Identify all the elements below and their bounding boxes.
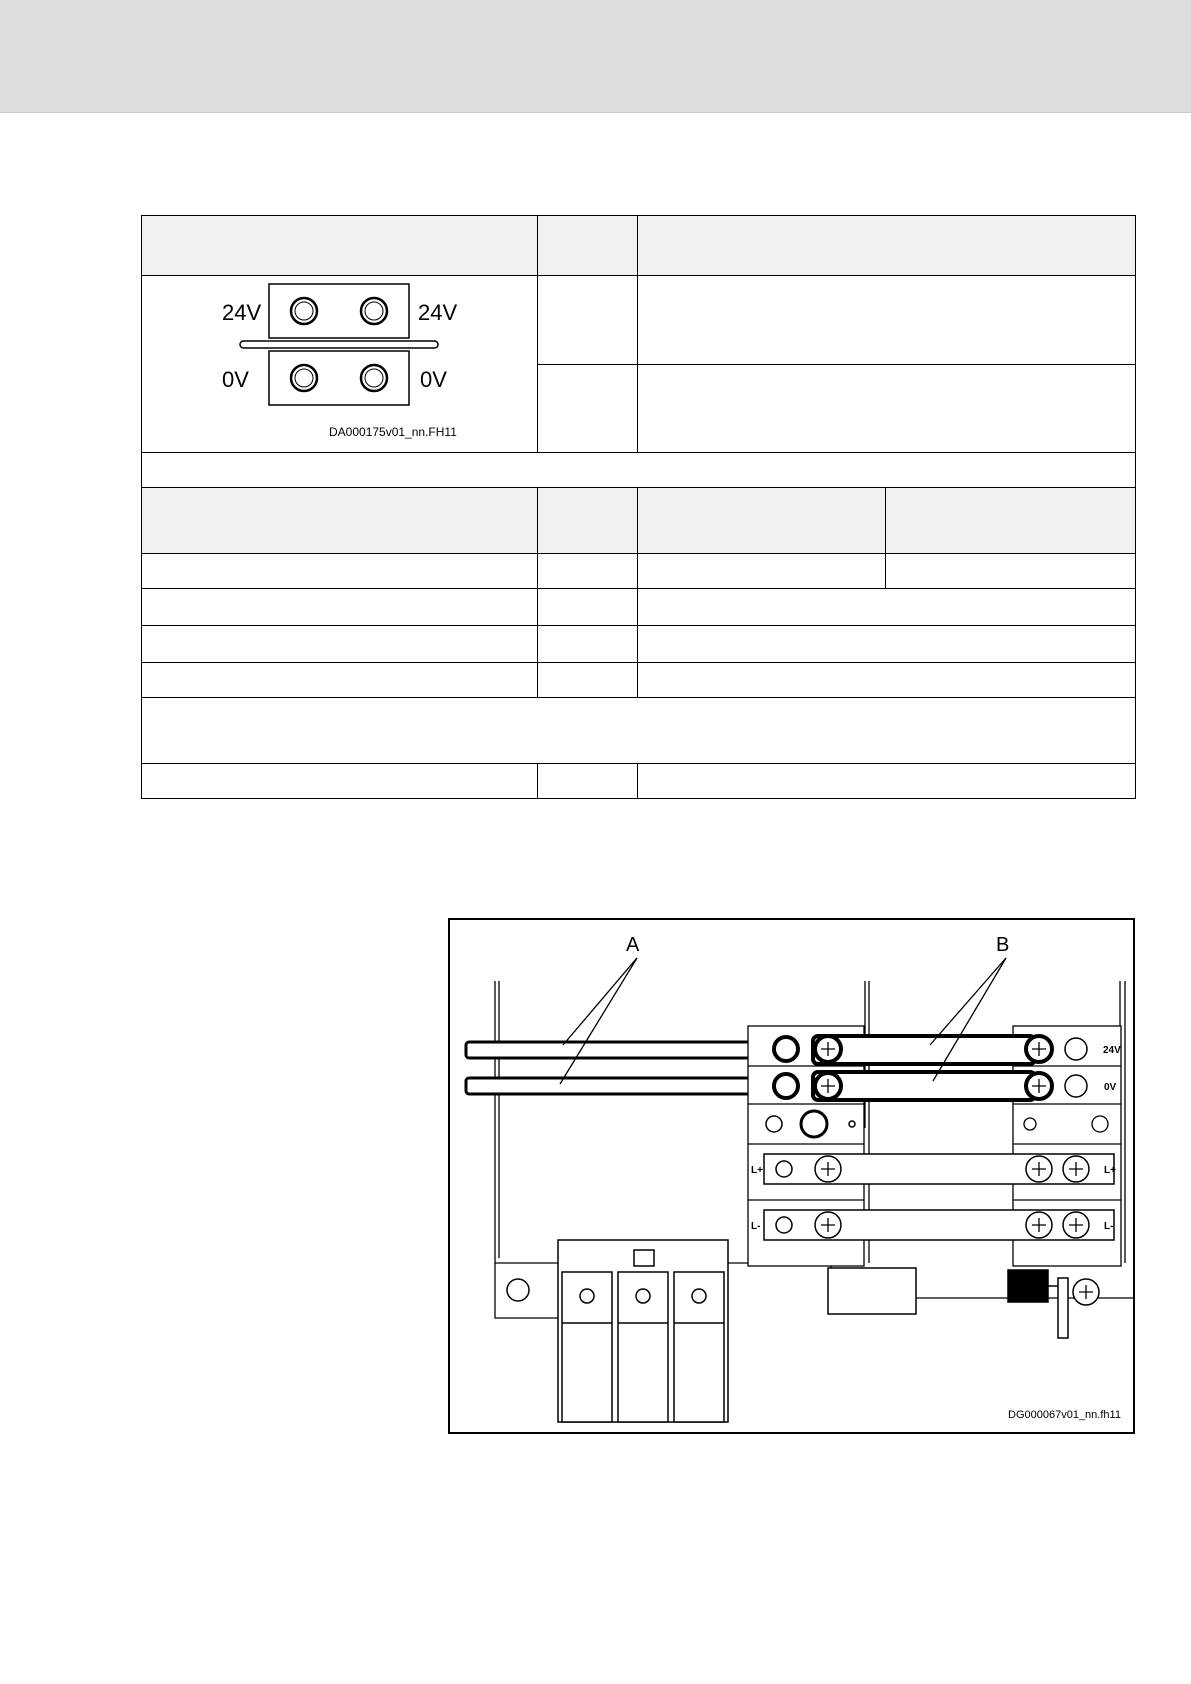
label-0v-right: 0V [420, 367, 447, 392]
table-cell [638, 764, 1136, 799]
ident-cell-0v [538, 364, 638, 453]
callout-a: A [626, 934, 640, 956]
terminal-label-lplus-right: L+ [1104, 1165, 1116, 1176]
ident-cell-24v [538, 276, 638, 365]
cable-a-lower [466, 1078, 766, 1094]
screw-icon [801, 1111, 827, 1137]
subheader-cell [886, 488, 1136, 554]
table-cell [142, 554, 538, 589]
screw-icon [776, 1161, 792, 1177]
subheader-cell [142, 488, 538, 554]
screw-icon [776, 1217, 792, 1233]
connection-spec-table [141, 215, 1136, 799]
screw-icon [1065, 1038, 1087, 1060]
table-cell [142, 663, 538, 698]
table-cell [538, 589, 638, 626]
table-row [142, 698, 1136, 764]
label-0v-left: 0V [222, 367, 249, 392]
figure-id-connector: DA000175v01_nn.FH11 [329, 425, 457, 439]
table-row [142, 764, 1136, 799]
page-header-band [0, 0, 1191, 113]
table-subheader-row [142, 488, 1136, 554]
table-row [142, 276, 1136, 365]
table-cell [538, 663, 638, 698]
table-cell [638, 663, 1136, 698]
screw-icon [774, 1074, 798, 1098]
function-cell-24v [638, 276, 1136, 365]
screw-icon [766, 1116, 782, 1132]
connector-diagram-cell [142, 276, 538, 453]
screw-icon [1065, 1075, 1087, 1097]
terminal-label-lminus-right: L- [1104, 1221, 1114, 1232]
callout-b: B [996, 934, 1010, 956]
function-cell-0v [638, 364, 1136, 453]
table-cell [538, 764, 638, 799]
label-24v-left: 24V [222, 300, 262, 325]
subheader-cell [538, 488, 638, 554]
terminal-label-0v: 0V [1104, 1082, 1117, 1093]
terminal-label-24v: 24V [1103, 1045, 1121, 1056]
table-cell [638, 626, 1136, 663]
table-row [142, 453, 1136, 488]
subheader-cell [638, 488, 886, 554]
bridge-b-24v [813, 1036, 1035, 1064]
table-cell [538, 626, 638, 663]
cable-a-upper [466, 1042, 766, 1058]
spanning-row-cell [142, 453, 1136, 488]
figure-id-wiring: DG000067v01_nn.fh11 [1008, 1409, 1121, 1421]
table-cell [142, 764, 538, 799]
screw-icon [507, 1279, 529, 1301]
bridge-bar [240, 341, 438, 348]
power-connector [558, 1240, 728, 1422]
table-cell [886, 554, 1136, 589]
wiring-figure [448, 918, 1135, 1434]
table-header-row [142, 216, 1136, 276]
table-row [142, 554, 1136, 589]
table-row [142, 589, 1136, 626]
screw-icon [774, 1037, 798, 1061]
connector-diagram [142, 276, 538, 452]
header-cell-identification [538, 216, 638, 276]
spanning-note-cell [142, 698, 1136, 764]
table-cell [638, 589, 1136, 626]
label-24v-right: 24V [418, 300, 458, 325]
table-row [142, 626, 1136, 663]
table-cell [142, 626, 538, 663]
bridge-b-0v [813, 1072, 1035, 1100]
terminal-label-lminus-left: L- [751, 1221, 761, 1232]
table-cell [638, 554, 886, 589]
terminal-label-lplus-left: L+ [751, 1165, 763, 1176]
header-cell-view [142, 216, 538, 276]
header-cell-function [638, 216, 1136, 276]
table-row [142, 663, 1136, 698]
table-cell [142, 589, 538, 626]
table-cell [538, 554, 638, 589]
